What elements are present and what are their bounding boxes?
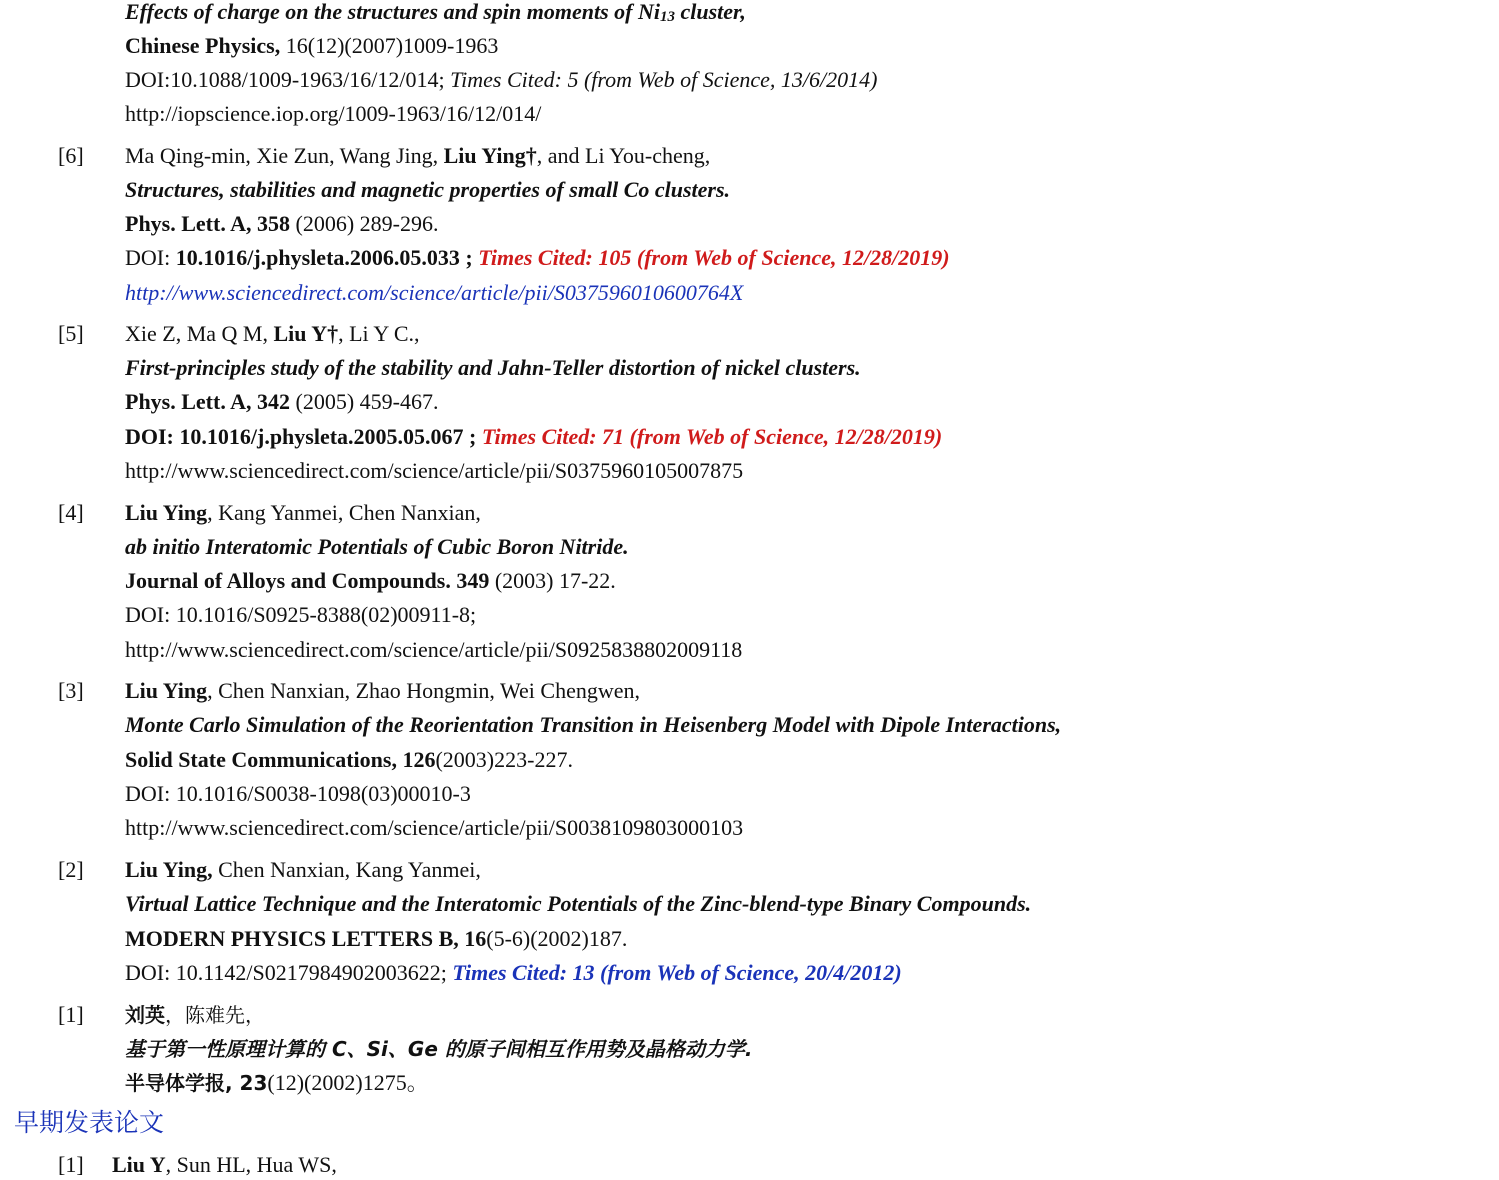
- ref6-number: [6]: [58, 143, 84, 168]
- ref6-doi-label: DOI:: [125, 245, 176, 270]
- ref4-number: [4]: [58, 500, 84, 525]
- ref1-authors: [125, 1002, 265, 1028]
- ref2-journal-pages: (5-6)(2002)187.: [486, 926, 628, 951]
- ref5-title: First-principles study of the stability and Jahn-Teller distortion of nickel clusters.: [125, 355, 861, 380]
- ref6-times-cited: Times Cited: 105 (from Web of Science, 12/28/2019): [472, 245, 950, 270]
- ref3-journal-pages: (2003)223-227.: [435, 747, 573, 772]
- ref4-authors: [125, 500, 481, 526]
- ref5-authors-end: , Li Y C.,: [338, 321, 420, 346]
- ref6-url[interactable]: http://www.sciencedirect.com/science/article/pii/S037596010600764X: [125, 280, 744, 305]
- ref6-authors-text: Ma Qing-min, Xie Zun, Wang Jing,: [125, 143, 444, 168]
- ref3-title: Monte Carlo Simulation of the Reorientation Transition in Heisenberg Model with Dipole Interactions,: [125, 712, 1062, 737]
- ref1-author-highlight: 刘英: [125, 1003, 165, 1027]
- ref2-journal: [125, 926, 627, 952]
- ref6-authors-end: , and Li You-cheng,: [536, 143, 711, 168]
- ref2-authors: [125, 857, 481, 883]
- ref1-title: 基于第一性原理计算的 C、Si、Ge 的原子间相互作用势及晶格动力学.: [125, 1037, 753, 1061]
- ref2-doi-text: DOI: 10.1142/S0217984902003622;: [125, 960, 453, 985]
- ref5-authors-text: Xie Z, Ma Q M,: [125, 321, 274, 346]
- ref4-authors-text: , Kang Yanmei, Chen Nanxian,: [207, 500, 481, 525]
- ref7-doi-text: DOI:10.1088/1009-1963/16/12/014;: [125, 67, 451, 92]
- ref6-journal-pages: (2006) 289-296.: [290, 211, 439, 236]
- ref4-journal: [125, 568, 616, 594]
- ref1-journal-pages: (12)(2002)1275。: [267, 1070, 429, 1095]
- ref7-journal: [125, 33, 498, 59]
- ref7-journal-volume: 16(12)(2007)1009-1963: [280, 33, 499, 58]
- ref3-author-highlight: Liu Ying: [125, 678, 208, 703]
- early1-authors-text: , Sun HL, Hua WS,: [165, 1152, 337, 1177]
- ref5-author-highlight: Liu Y†: [273, 321, 339, 346]
- ref5-journal-name: Phys. Lett. A, 342: [125, 389, 290, 414]
- early-publications-heading: 早期发表论文: [14, 1108, 165, 1137]
- ref4-url[interactable]: http://www.sciencedirect.com/science/article/pii/S0925838802009118: [125, 637, 743, 662]
- ref2-journal-name: MODERN PHYSICS LETTERS B, 16: [125, 926, 487, 951]
- ref2-times-cited: Times Cited: 13 (from Web of Science, 20/4/2012): [452, 960, 902, 985]
- ref6-title: Structures, stabilities and magnetic properties of small Co clusters.: [125, 177, 731, 202]
- ref3-number: [3]: [58, 678, 84, 703]
- early1-author-highlight: Liu Y: [112, 1152, 166, 1177]
- ref2-doi: [125, 960, 902, 986]
- ref7-title: [125, 0, 746, 30]
- ref5-journal: [125, 389, 438, 415]
- ref5-authors: [125, 321, 420, 347]
- ref6-journal: [125, 211, 438, 237]
- ref4-author-highlight: Liu Ying: [125, 500, 208, 525]
- early1-authors: [112, 1152, 337, 1178]
- ref6-doi: [125, 245, 950, 271]
- ref3-authors: [125, 678, 640, 704]
- ref7-times-cited: Times Cited: 5 (from Web of Science, 13/6/2014): [450, 67, 878, 92]
- ref2-authors-text: Chen Nanxian, Kang Yanmei,: [212, 857, 481, 882]
- early1-number: [1]: [58, 1152, 84, 1177]
- ref6-doi-value: 10.1016/j.physleta.2006.05.033 ;: [175, 245, 473, 270]
- ref2-author-highlight: Liu Ying,: [125, 857, 213, 882]
- ref6-authors: [125, 143, 710, 169]
- ref5-times-cited: Times Cited: 71 (from Web of Science, 12/28/2019): [476, 424, 943, 449]
- ref2-number: [2]: [58, 857, 84, 882]
- ref7-url[interactable]: http://iopscience.iop.org/1009-1963/16/12/014/: [125, 101, 542, 126]
- ref2-title: Virtual Lattice Technique and the Interatomic Potentials of the Zinc-blend-type Binary Compounds.: [125, 891, 1032, 916]
- ref3-url[interactable]: http://www.sciencedirect.com/science/article/pii/S0038109803000103: [125, 815, 744, 840]
- ref5-url[interactable]: http://www.sciencedirect.com/science/article/pii/S0375960105007875: [125, 458, 744, 483]
- ref7-title-end: cluster,: [674, 0, 746, 24]
- ref4-journal-name: Journal of Alloys and Compounds. 349: [125, 568, 490, 593]
- ref1-journal: [125, 1070, 429, 1096]
- ref4-doi: DOI: 10.1016/S0925-8388(02)00911-8;: [125, 602, 477, 627]
- ref5-doi-value: DOI: 10.1016/j.physleta.2005.05.067 ;: [125, 424, 477, 449]
- ref6-journal-name: Phys. Lett. A, 358: [125, 211, 290, 236]
- ref1-number: [1]: [58, 1002, 84, 1027]
- ref7-doi: [125, 67, 877, 93]
- ref4-title: ab initio Interatomic Potentials of Cubic Boron Nitride.: [125, 534, 629, 559]
- ref4-journal-pages: (2003) 17-22.: [489, 568, 616, 593]
- ref7-title-text: Effects of charge on the structures and spin moments of Ni: [125, 0, 660, 24]
- ref1-authors-text: ，陈难先，: [165, 1003, 265, 1027]
- ref5-doi: [125, 424, 942, 450]
- ref1-journal-name: 半导体学报, 23: [125, 1071, 268, 1095]
- ref7-title-subscript: 13: [659, 9, 675, 25]
- ref3-authors-text: , Chen Nanxian, Zhao Hongmin, Wei Chengwen,: [207, 678, 640, 703]
- ref6-author-highlight: Liu Ying†: [443, 143, 537, 168]
- ref5-number: [5]: [58, 321, 84, 346]
- ref3-journal: [125, 747, 573, 773]
- ref5-journal-pages: (2005) 459-467.: [290, 389, 439, 414]
- ref3-journal-name: Solid State Communications, 126: [125, 747, 436, 772]
- ref3-doi: DOI: 10.1016/S0038-1098(03)00010-3: [125, 781, 471, 806]
- ref7-journal-name: Chinese Physics,: [125, 33, 281, 58]
